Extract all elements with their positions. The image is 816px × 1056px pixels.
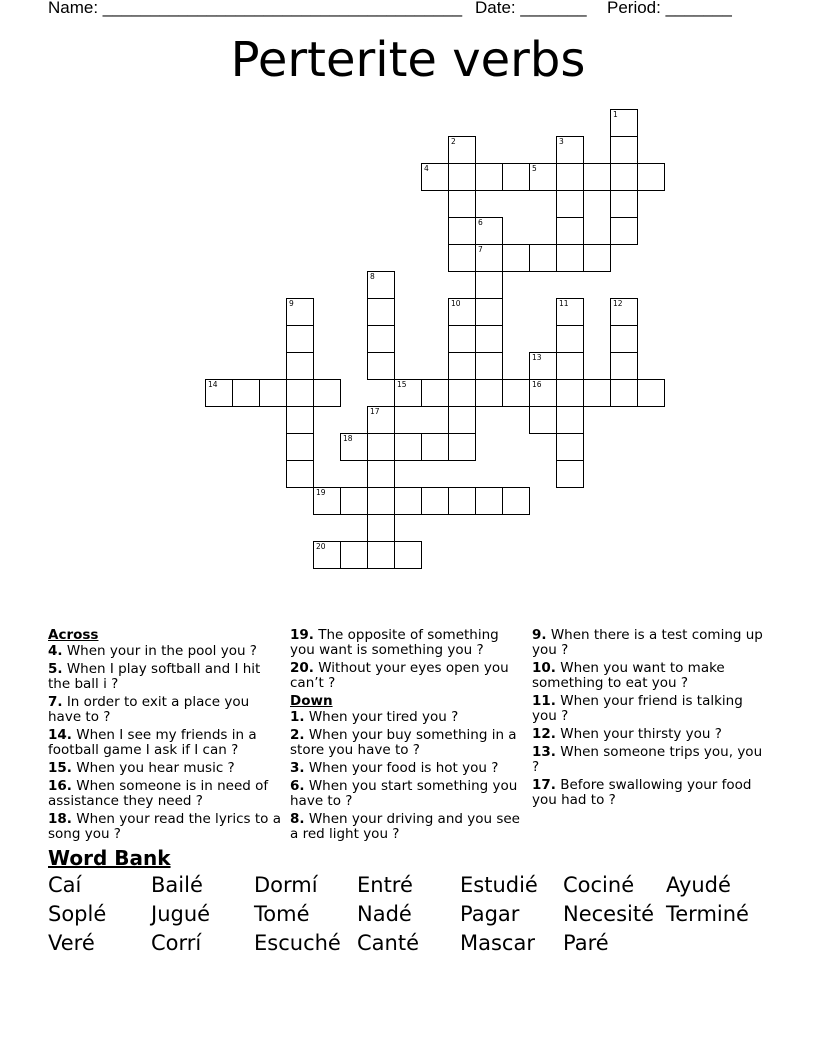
crossword-cell[interactable]: [448, 352, 476, 380]
crossword-cell[interactable]: [502, 244, 530, 272]
clue-number: 13: [532, 353, 542, 362]
word-bank-word: Dormí: [254, 873, 318, 897]
crossword-cell[interactable]: [502, 163, 530, 191]
crossword-cell[interactable]: [367, 433, 395, 461]
crossword-cell[interactable]: [529, 406, 557, 434]
clue-down-1: 1. When your tired you ?: [290, 709, 459, 725]
clue-number: 6: [478, 218, 483, 227]
crossword-cell[interactable]: [367, 541, 395, 569]
word-bank: [48, 873, 808, 956]
word-bank-word: Terminé: [666, 902, 749, 926]
word-bank-word: Bailé: [151, 873, 203, 897]
crossword-cell[interactable]: [394, 487, 422, 515]
crossword-cell[interactable]: [610, 109, 638, 137]
crossword-cell[interactable]: [610, 217, 638, 245]
crossword-cell[interactable]: [529, 379, 557, 407]
crossword-cell[interactable]: [286, 325, 314, 353]
crossword-cell[interactable]: [529, 352, 557, 380]
crossword-cell[interactable]: [394, 541, 422, 569]
word-bank-word: Entré: [357, 873, 413, 897]
clue-across-20: 20. Without your eyes open you can’t ?: [290, 660, 509, 691]
clue-down-2: 2. When your buy something in a store you have to ?: [290, 727, 517, 758]
crossword-cell[interactable]: [448, 217, 476, 245]
crossword-cell[interactable]: [610, 298, 638, 326]
clue-number: 5: [532, 164, 537, 173]
word-bank-word: Canté: [357, 931, 419, 955]
crossword-cell[interactable]: [448, 433, 476, 461]
word-bank-word: Mascar: [460, 931, 535, 955]
crossword-cell[interactable]: [556, 325, 584, 353]
crossword-cell[interactable]: [637, 379, 665, 407]
crossword-cell[interactable]: [610, 136, 638, 164]
name-field[interactable]: Name: ______________________________________: [48, 0, 463, 17]
clue-across-15: 15. When you hear music ?: [48, 760, 235, 776]
word-bank-word: Nadé: [357, 902, 412, 926]
crossword-cell[interactable]: [286, 406, 314, 434]
clue-number: 7: [478, 245, 483, 254]
crossword-cell[interactable]: [367, 271, 395, 299]
clue-across-7: 7. In order to exit a place you have to ?: [48, 694, 250, 725]
word-bank-word: Corrí: [151, 931, 202, 955]
crossword-cell[interactable]: [340, 433, 368, 461]
crossword-cell[interactable]: [610, 352, 638, 380]
clues-column-2: [290, 628, 526, 845]
crossword-cell[interactable]: [313, 379, 341, 407]
clue-number: 9: [289, 299, 294, 308]
crossword-cell[interactable]: [556, 352, 584, 380]
crossword-cell[interactable]: [448, 163, 476, 191]
crossword-cell[interactable]: [340, 487, 368, 515]
crossword-cell[interactable]: [394, 379, 422, 407]
clue-across-18: 18. When your read the lyrics to a song you ?: [48, 811, 281, 842]
clue-number: 20: [316, 542, 326, 551]
clue-down-13: 13. When someone trips you, you ?: [532, 744, 763, 775]
clue-down-6: 6. When you start something you have to ?: [290, 778, 518, 809]
crossword-cell[interactable]: [583, 379, 611, 407]
word-bank-word: Veré: [48, 931, 95, 955]
crossword-cell[interactable]: [556, 136, 584, 164]
clue-across-4: 4. When your in the pool you ?: [48, 643, 257, 659]
crossword-cell[interactable]: [475, 163, 503, 191]
crossword-cell[interactable]: [286, 352, 314, 380]
crossword-cell[interactable]: [583, 163, 611, 191]
crossword-cell[interactable]: [610, 190, 638, 218]
crossword-cell[interactable]: [556, 406, 584, 434]
page-title: Perterite verbs: [230, 32, 586, 88]
crossword-cell[interactable]: [367, 298, 395, 326]
word-bank-word: Pagar: [460, 902, 520, 926]
crossword-cell[interactable]: [421, 163, 449, 191]
crossword-cell[interactable]: [448, 190, 476, 218]
crossword-cell[interactable]: [475, 244, 503, 272]
crossword-cell[interactable]: [340, 541, 368, 569]
clues-column-1: [48, 628, 284, 845]
clue-number: 4: [424, 164, 429, 173]
crossword-cell[interactable]: [502, 487, 530, 515]
crossword-cell[interactable]: [421, 433, 449, 461]
word-bank-word: Soplé: [48, 902, 107, 926]
crossword-cell[interactable]: [286, 460, 314, 488]
across-heading: Across: [48, 627, 99, 643]
crossword-cell[interactable]: [367, 487, 395, 515]
clue-number: 12: [613, 299, 623, 308]
crossword-cell[interactable]: [556, 163, 584, 191]
clue-down-8: 8. When your driving and you see a red light you ?: [290, 811, 520, 842]
clue-number: 14: [208, 380, 218, 389]
period-field[interactable]: Period: _______: [607, 0, 732, 17]
crossword-cell[interactable]: [502, 379, 530, 407]
crossword-cell[interactable]: [529, 244, 557, 272]
crossword-cell[interactable]: [367, 460, 395, 488]
crossword-cell[interactable]: [448, 136, 476, 164]
crossword-cell[interactable]: [475, 217, 503, 245]
crossword-cell[interactable]: [637, 163, 665, 191]
crossword-cell[interactable]: [286, 433, 314, 461]
crossword-cell[interactable]: [556, 298, 584, 326]
word-bank-word: Escuché: [254, 931, 341, 955]
clue-down-3: 3. When your food is hot you ?: [290, 760, 499, 776]
crossword-cell[interactable]: [448, 325, 476, 353]
word-bank-word: Estudié: [460, 873, 538, 897]
clue-number: 18: [343, 434, 353, 443]
crossword-cell[interactable]: [205, 379, 233, 407]
clue-down-11: 11. When your friend is talking you ?: [532, 693, 743, 724]
crossword-cell[interactable]: [475, 487, 503, 515]
word-bank-word: Tomé: [254, 902, 310, 926]
clue-number: 16: [532, 380, 542, 389]
word-bank-word: Necesité: [563, 902, 655, 926]
word-bank-word: Caí: [48, 873, 82, 897]
word-bank-word: Cociné: [563, 873, 635, 897]
crossword-cell[interactable]: [286, 298, 314, 326]
crossword-cell[interactable]: [232, 379, 260, 407]
crossword-cell[interactable]: [556, 433, 584, 461]
crossword-cell[interactable]: [583, 244, 611, 272]
crossword-cell[interactable]: [475, 298, 503, 326]
date-field[interactable]: Date: _______: [475, 0, 587, 17]
word-bank-word: Ayudé: [666, 873, 731, 897]
crossword-cell[interactable]: [610, 325, 638, 353]
word-bank-word: Jugué: [151, 902, 211, 926]
clue-across-19: 19. The opposite of something you want is something you ?: [290, 627, 499, 658]
crossword-cell[interactable]: [313, 541, 341, 569]
crossword-cell[interactable]: [556, 460, 584, 488]
crossword-cell[interactable]: [529, 163, 557, 191]
clues-column-3: [532, 628, 768, 811]
clue-number: 1: [613, 110, 618, 119]
clue-number: 8: [370, 272, 375, 281]
clue-down-10: 10. When you want to make something to eat you ?: [532, 660, 725, 691]
down-heading: Down: [290, 693, 333, 709]
crossword-cell[interactable]: [367, 406, 395, 434]
crossword-cell[interactable]: [556, 244, 584, 272]
crossword-cell[interactable]: [610, 163, 638, 191]
crossword-cell[interactable]: [610, 379, 638, 407]
clue-across-16: 16. When someone is in need of assistance they need ?: [48, 778, 269, 809]
clue-down-9: 9. When there is a test coming up you ?: [532, 627, 763, 658]
crossword-cell[interactable]: [448, 298, 476, 326]
crossword-cell[interactable]: [394, 433, 422, 461]
clue-number: 15: [397, 380, 407, 389]
crossword-cell[interactable]: [556, 217, 584, 245]
clue-down-12: 12. When your thirsty you ?: [532, 726, 722, 742]
crossword-cell[interactable]: [475, 352, 503, 380]
crossword-cell[interactable]: [448, 379, 476, 407]
clue-number: 11: [559, 299, 569, 308]
crossword-cell[interactable]: [475, 271, 503, 299]
clue-number: 2: [451, 137, 456, 146]
crossword-cell[interactable]: [448, 244, 476, 272]
crossword-cell[interactable]: [286, 379, 314, 407]
crossword-cell[interactable]: [475, 325, 503, 353]
crossword-cell[interactable]: [556, 379, 584, 407]
crossword-cell[interactable]: [475, 379, 503, 407]
clue-number: 17: [370, 407, 380, 416]
clue-number: 10: [451, 299, 461, 308]
crossword-cell[interactable]: [421, 487, 449, 515]
clue-across-14: 14. When I see my friends in a football game I ask if I can ?: [48, 727, 257, 758]
crossword-cell[interactable]: [367, 514, 395, 542]
crossword-cell[interactable]: [313, 487, 341, 515]
clue-across-5: 5. When I play softball and I hit the ball i ?: [48, 661, 261, 692]
word-bank-word: Paré: [563, 931, 609, 955]
crossword-cell[interactable]: [448, 406, 476, 434]
crossword-cell[interactable]: [367, 325, 395, 353]
word-bank-title: Word Bank: [48, 846, 171, 870]
crossword-cell[interactable]: [259, 379, 287, 407]
clue-down-17: 17. Before swallowing your food you had to ?: [532, 777, 752, 808]
crossword-cell[interactable]: [367, 352, 395, 380]
crossword-cell[interactable]: [448, 487, 476, 515]
crossword-cell[interactable]: [556, 190, 584, 218]
crossword-cell[interactable]: [421, 379, 449, 407]
clue-number: 19: [316, 488, 326, 497]
clue-number: 3: [559, 137, 564, 146]
